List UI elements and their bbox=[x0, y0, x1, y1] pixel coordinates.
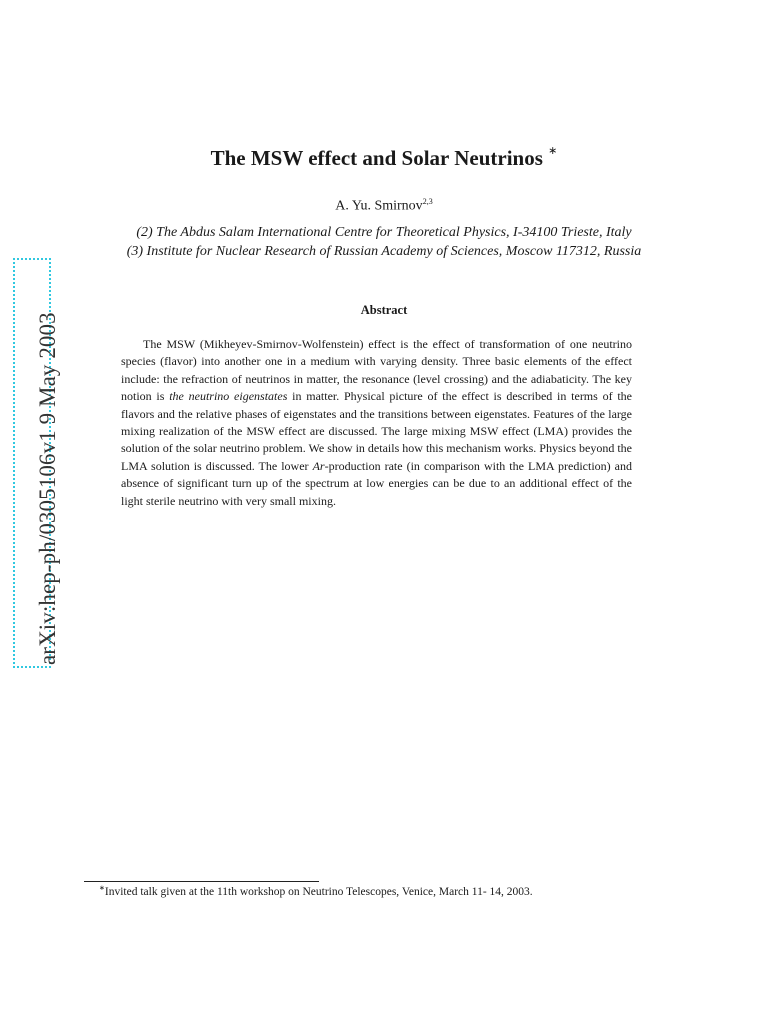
paper-title bbox=[0, 146, 768, 171]
affiliations bbox=[80, 223, 688, 261]
title-footnote-mark: ∗ bbox=[548, 145, 558, 157]
abstract-body bbox=[121, 336, 632, 510]
footnote bbox=[99, 884, 533, 898]
author-line bbox=[0, 197, 768, 215]
abstract-text-2: in matter. Physical picture of the effect is described in terms of the flavors and the relative phases of eigenstates and the transitions between eigenstates. Features of the large mixing realization of the MSW effect are discussed. The large mixing MSW effect (LMA) provides the solution of the solar neutrino problem. We show in details how this mechanism works. Physics beyond the LMA solution is discussed. The lower bbox=[121, 389, 632, 473]
footnote-text: Invited talk given at the 11th workshop on Neutrino Telescopes, Venice, March 11- 14, 2003. bbox=[104, 885, 533, 898]
abstract-emphasis-ar: Ar bbox=[312, 458, 325, 473]
author-name: A. Yu. Smirnov bbox=[335, 198, 423, 214]
arxiv-identifier: arXiv:hep-ph/0305106v1 9 May 2003 bbox=[35, 312, 60, 665]
author-affil-marks: 2,3 bbox=[422, 197, 433, 206]
footnote-rule bbox=[84, 881, 319, 882]
footnote-mark: ∗ bbox=[99, 884, 105, 892]
affiliation-3: (3) Institute for Nuclear Research of Russian Academy of Sciences, Moscow 117312, Russia bbox=[126, 244, 642, 259]
abstract-heading: Abstract bbox=[360, 303, 408, 317]
abstract-emphasis-eigenstates: the neutrino eigenstates bbox=[169, 389, 288, 404]
affiliation-2: (2) The Abdus Salam International Centre for Theoretical Physics, I-34100 Trieste, Italy bbox=[136, 225, 632, 240]
abstract-text-1: The MSW (Mikheyev-Smirnov-Wolfenstein) effect is the effect of transformation of one neutrino species (flavor) into another one in a medium with varying density. Three basic elements of the effect include: the refraction of neutrinos in matter, the resonance (level crossing) and the adiabaticity. The key notion is bbox=[121, 337, 632, 404]
paper-title-text: The MSW effect and Solar Neutrinos bbox=[210, 146, 543, 170]
abstract-text-3: -production rate (in comparison with the LMA prediction) and absence of significant turn up of the spectrum at low energies can be due to an additional effect of the light sterile neutrino with very small mixing. bbox=[121, 458, 633, 508]
